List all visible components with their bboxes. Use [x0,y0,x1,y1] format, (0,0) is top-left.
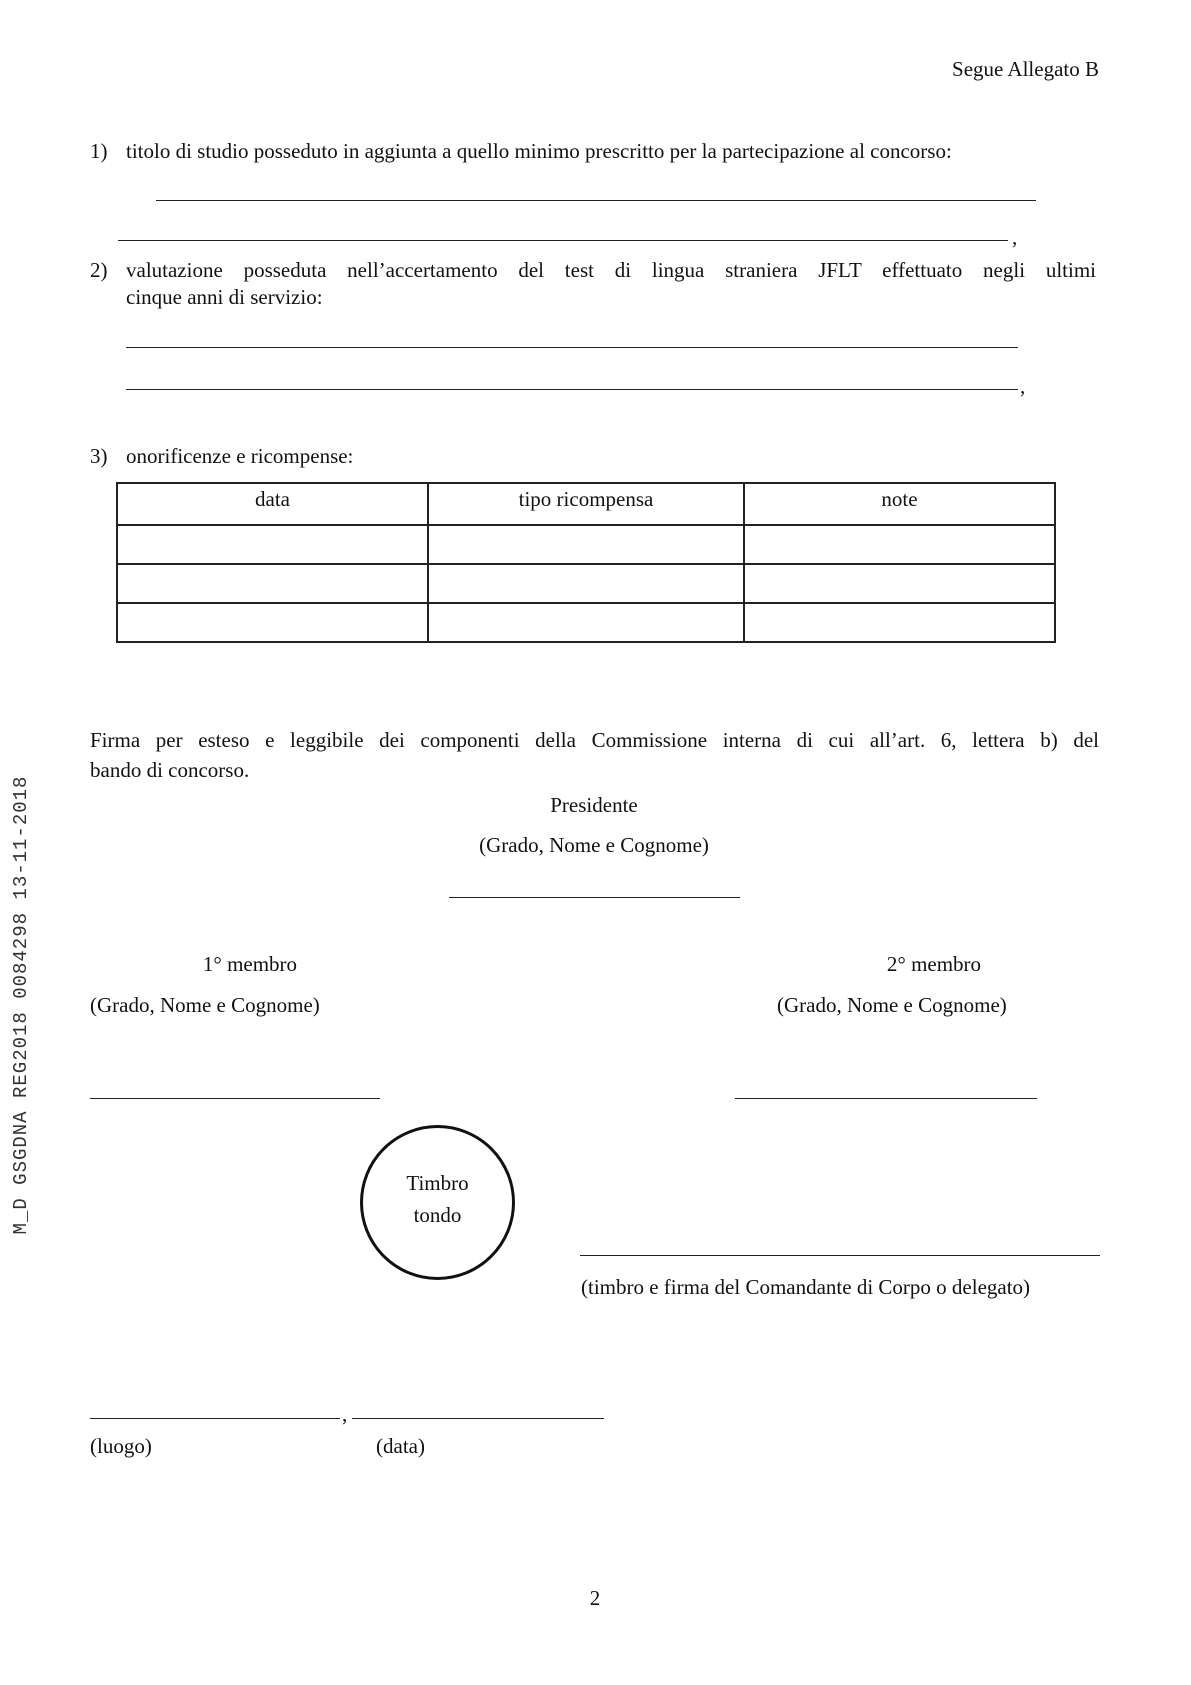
president-signature-line[interactable] [449,897,740,898]
table-row [117,525,1055,564]
table-cell[interactable] [428,603,744,642]
table-cell[interactable] [117,564,428,603]
rewards-table-header-row [117,483,1055,525]
signature-intro-line-1: Firma per esteso e leggibile dei componenti della Commissione interna di cui all’art. 6, lettera b) del [90,728,1099,752]
archive-protocol-stamp: M_D GSGDNA REG2018 0084298 13-11-2018 [10,775,33,1235]
president-name-label: (Grado, Nome e Cognome) [479,833,709,857]
item-2-answer-line-1[interactable] [126,347,1018,348]
table-row [117,564,1055,603]
table-row [117,603,1055,642]
stamp-label-line-1: Timbro [406,1171,469,1195]
item-1-answer-line-2[interactable] [118,240,1008,241]
item-2-text-line-2: cinque anni di servizio: [126,285,323,309]
round-stamp-circle [360,1125,515,1280]
date-input-line[interactable] [352,1418,604,1419]
item-1-text: titolo di studio posseduto in aggiunta a quello minimo prescritto per la partecipazione al concorso: [126,139,952,163]
item-3-number: 3) [90,444,108,468]
rewards-header-tipo: tipo ricompensa [428,483,744,525]
member-1-role: 1° membro [202,952,298,976]
page-number: 2 [589,1586,601,1610]
table-cell[interactable] [744,603,1055,642]
item-1-line-comma: , [1012,225,1018,249]
table-cell[interactable] [428,564,744,603]
member-2-signature-line[interactable] [735,1098,1037,1099]
place-label: (luogo) [90,1434,152,1458]
table-cell[interactable] [744,564,1055,603]
table-cell[interactable] [117,525,428,564]
rewards-header-note: note [744,483,1055,525]
commander-signature-label: (timbro e firma del Comandante di Corpo o delegato) [581,1275,1031,1299]
item-1-answer-line-1[interactable] [156,200,1036,201]
stamp-label-line-2: tondo [413,1203,462,1227]
place-date-separator: , [342,1402,348,1426]
item-2-text-line-1: valutazione posseduta nell’accertamento del test di lingua straniera JFLT effettuato negli ultimi [126,258,1096,282]
item-1-number: 1) [90,139,108,163]
item-3-text: onorificenze e ricompense: [126,444,354,468]
page-header-title: Segue Allegato B [952,57,1099,81]
place-input-line[interactable] [90,1418,340,1419]
table-cell[interactable] [117,603,428,642]
table-cell[interactable] [428,525,744,564]
item-2-line-comma: , [1020,374,1026,398]
member-1-name-label: (Grado, Nome e Cognome) [90,993,320,1017]
item-2-answer-line-2[interactable] [126,389,1018,390]
commander-signature-line[interactable] [580,1255,1100,1256]
item-2-number: 2) [90,258,108,282]
date-label: (data) [376,1434,425,1458]
president-role: Presidente [550,793,638,817]
rewards-header-data: data [117,483,428,525]
member-2-name-label: (Grado, Nome e Cognome) [777,993,1007,1017]
rewards-table [116,482,1056,643]
member-1-signature-line[interactable] [90,1098,380,1099]
signature-intro-line-2: bando di concorso. [90,758,250,782]
member-2-role: 2° membro [886,952,982,976]
table-cell[interactable] [744,525,1055,564]
